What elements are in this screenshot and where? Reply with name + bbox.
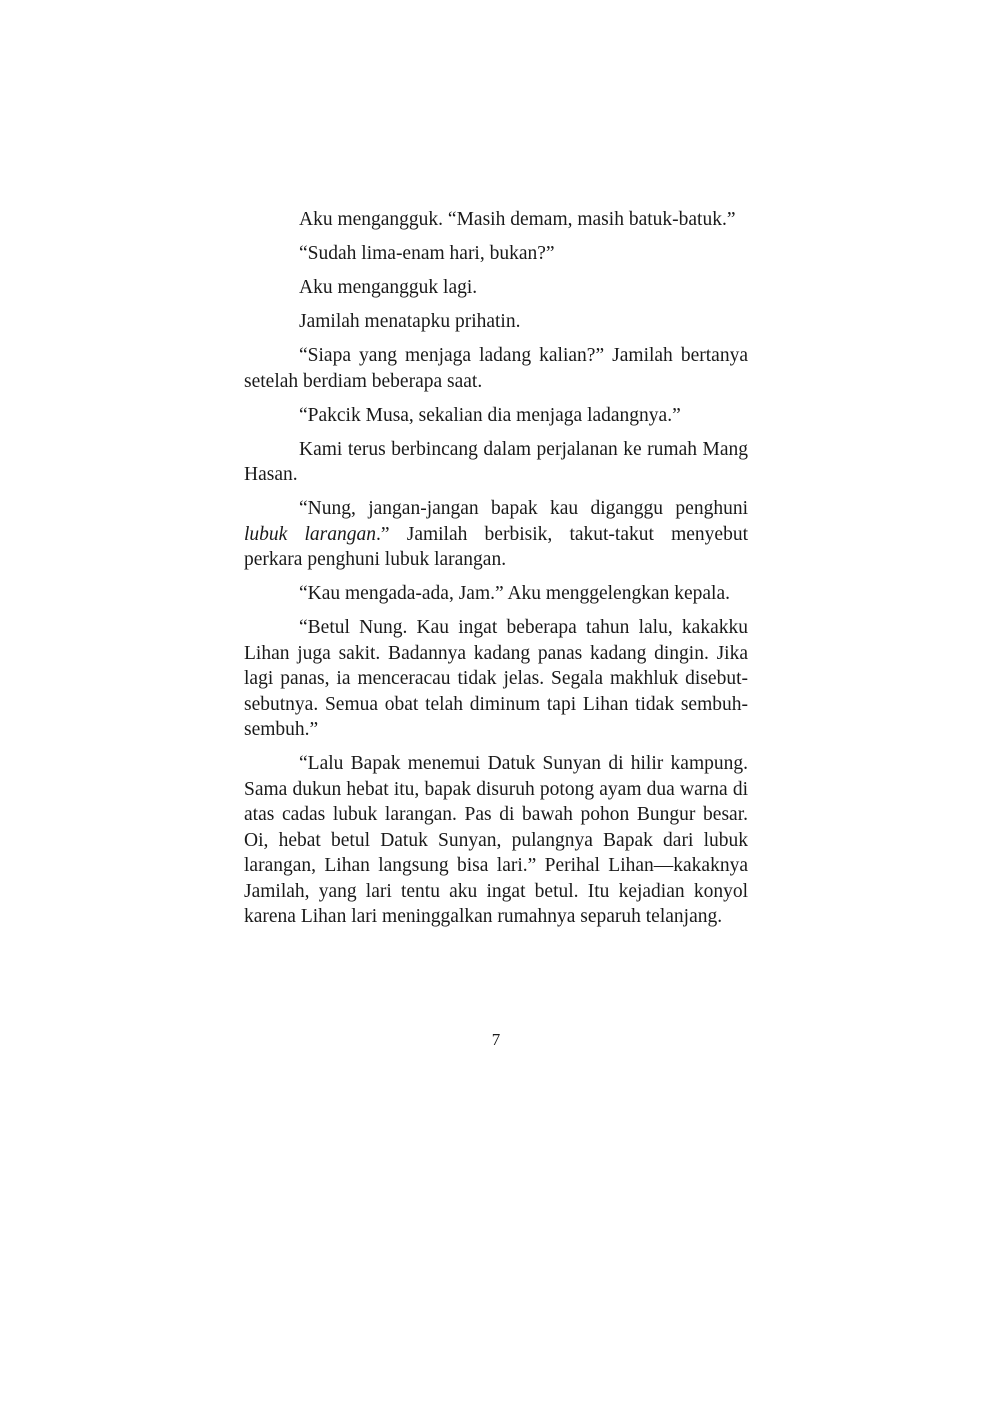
paragraph-1: Aku mengangguk. “Masih demam, masih batuk-batuk.” [299,209,736,230]
paragraph-5: “Siapa yang menjaga ladang kalian?” Jamilah bertanya setelah berdiam beberapa saat. [244,345,748,392]
paragraph-7: Kami terus berbincang dalam perjalanan ke rumah Mang Hasan. [244,438,748,485]
paragraph-11: “Lalu Bapak menemui Datuk Sunyan di hilir kampung. Sama dukun hebat itu, bapak disuruh potong ayam dua warna di atas cadas lubuk larangan. Pas di bawah pohon Bungur besar. Oi, hebat betul Datuk Sunyan, pulangnya Bapak dari lubuk larangan, Lihan langsung bisa lari.” Perihal Lihan—kakaknya Jamilah, yang lari tentu aku ingat betul. Itu kejadian konyol karena Lihan lari meninggalkan rumahnya separuh telanjang. [244,753,748,927]
paragraph-2: “Sudah lima-enam hari, bukan?” [299,243,555,264]
paragraph-8-italic-term: lubuk larangan [244,523,377,545]
paragraph-3: Aku mengangguk lagi. [299,277,478,298]
paragraph-8 [244,496,748,573]
paragraph-9: “Kau mengada-ada, Jam.” Aku menggelengkan kepala. [299,583,730,604]
paragraph-10: “Betul Nung. Kau ingat beberapa tahun lalu, kakakku Lihan juga sakit. Badannya kadang panas kadang dingin. Jika lagi panas, ia menceracau tidak jelas. Segala makhluk disebut-sebutnya. Semua obat telah diminum tapi Lihan tidak sembuh-sembuh.” [244,617,748,740]
paragraph-6: “Pakcik Musa, sekalian dia menjaga ladangnya.” [299,404,681,426]
page-number: 7 [491,1030,501,1049]
body-text [244,207,748,938]
paragraph-4: Jamilah menatapku prihatin. [299,311,521,332]
paragraph-8-text-after: .” Jamilah berbisik, takut-takut menyebut perkara penghuni lubuk larangan. [244,523,748,570]
paragraph-8-text-before: “Nung, jangan-jangan bapak kau diganggu penghuni [299,498,748,519]
